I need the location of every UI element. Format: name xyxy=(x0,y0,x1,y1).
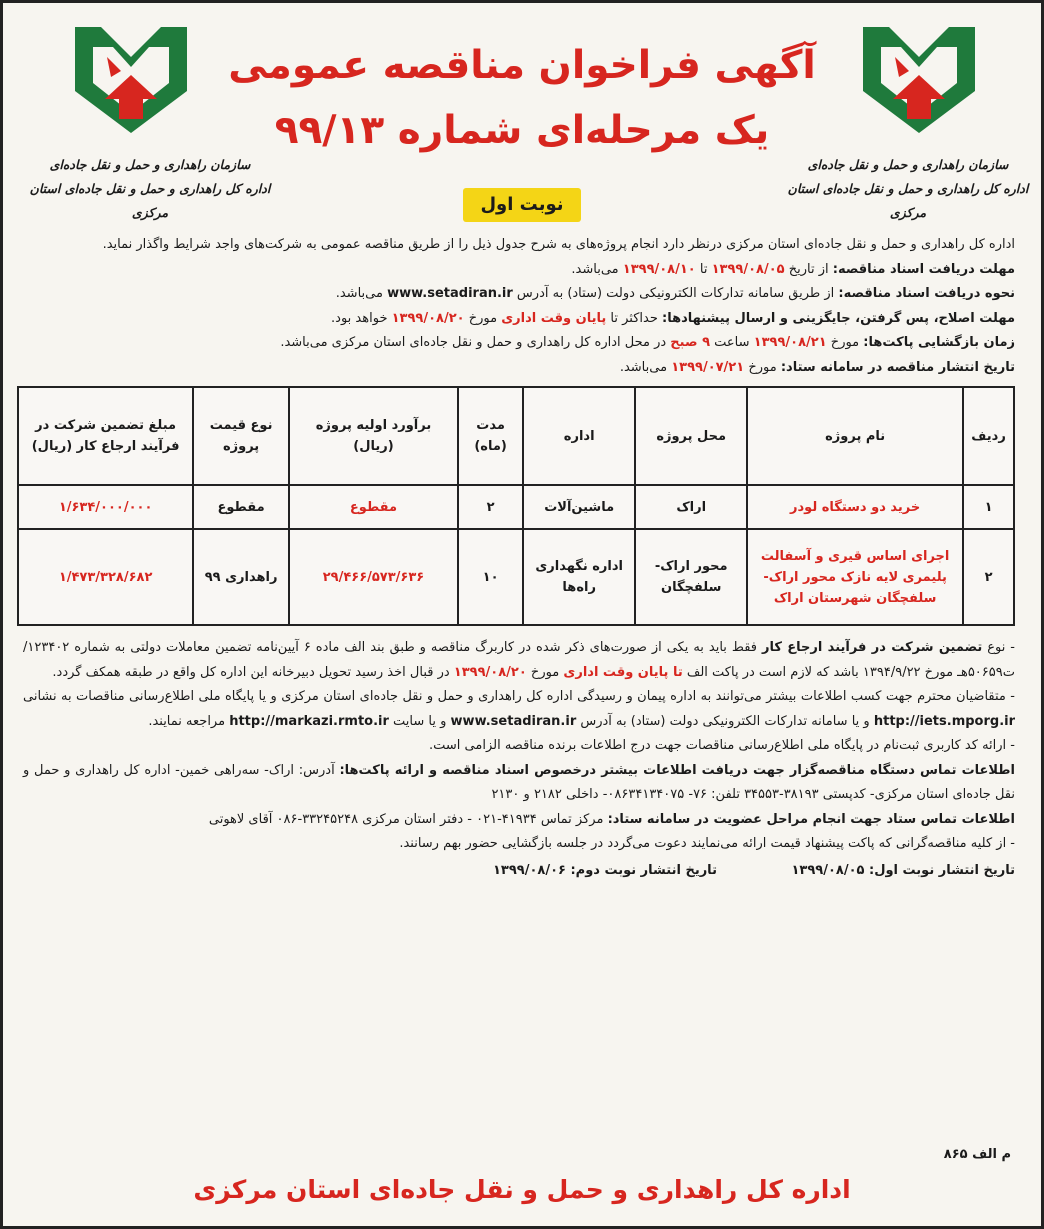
setad-contact-note: اطلاعات تماس ستاد جهت انجام مراحل عضویت در سامانه ستاد: مرکز تماس ۴۱۹۳۴-۰۲۱ - دفتر استان مرکزی ۳۳۲۴۵۲۴۸-۰۸۶ آقای لاهوتی xyxy=(208,811,1015,827)
intro-paragraph: اداره کل راهداری و حمل و نقل جاده‌ای استان مرکزی درنظر دارد انجام پروژه‌های به شرح جدول ذیل را از طریق مناقصه عمومی به شرکت‌های واجد شرایط واگذار نماید. xyxy=(102,237,1015,252)
col-location: محل پروژه xyxy=(635,387,747,485)
page-subtitle: یک مرحله‌ای شماره ۹۹/۱۳ xyxy=(274,108,770,153)
applicants-note: - متقاضیان محترم جهت کسب اطلاعات بیشتر می‌توانند به اداره پیمان و رسیدگی اداره کل راهداری و حمل و نقل جاده‌ای استان مرکزی و یا پایگاه ملی اطلاع‌رسانی مناقصات به نشانی http://iets.mporg.ir و یا سامانه تدارکات الکترونیکی دولت (ستاد) به آدرس www.setadiran.ir و یا سایت http://markazi.rmto.ir مراجعه نمایند. xyxy=(23,689,1015,729)
invite-note: - از کلیه مناقصه‌گرانی که پاکت پیشنهاد قیمت ارائه می‌نمایند دعوت می‌گردد در جلسه بازگشایی حضور بهم رسانند. xyxy=(399,836,1015,851)
table-row: ۲ اجرای اساس قیری و آسفالت پلیمری لایه نازک محور اراک- سلفچگان شهرستان اراک محور اراک- سلفچگان اداره نگهداری راه‌ها ۱۰ ۲۹/۴۶۶/۵۷۳/۶۳۶ راهداری ۹۹ ۱/۴۷۳/۳۲۸/۶۸۲ xyxy=(18,529,1014,625)
setad-link[interactable]: www.setadiran.ir xyxy=(450,713,577,729)
second-publish-date: تاریخ انتشار نوبت دوم: ۱۳۹۹/۰۸/۰۶ xyxy=(492,862,717,878)
rmto-logo-icon xyxy=(65,17,197,137)
col-name: نام پروژه xyxy=(747,387,963,485)
ad-code: م الف ۸۶۵ xyxy=(943,1147,1011,1162)
footer-org: اداره کل راهداری و حمل و نقل جاده‌ای استان مرکزی xyxy=(193,1175,851,1204)
submission-deadline: مهلت اصلاح، پس گرفتن، جایگزینی و ارسال پیشنهادها: حداکثر تا پایان وقت اداری مورخ ۱۳۹۹/۰۸/۲۰ خواهد بود. xyxy=(331,310,1015,326)
rmto-logo-icon xyxy=(853,17,985,137)
table-header-row xyxy=(18,387,1014,485)
col-estimate: برآورد اولیه پروژه (ریال) xyxy=(289,387,458,485)
guarantee-note: - نوع تضمین شرکت در فرآیند ارجاع کار فقط باید به یکی از صورت‌های ذکر شده در کاربرگ مناقصه و طبق بند الف ماده ۶ آیین‌نامه تضمین معاملات دولتی به شماره ۱۲۳۴۰۲/ت۵۰۶۵۹هـ مورخ ۱۳۹۴/۹/۲۲ باشد که لازم است در پاکت الف تا پایان وقت اداری مورخ ۱۳۹۹/۰۸/۲۰ در قبال اخذ رسید تحویل دبیرخانه این اداره کل واقع در طبقه همکف گردد. xyxy=(23,640,1015,680)
contact-note: اطلاعات تماس دستگاه مناقصه‌گزار جهت دریافت اطلاعات بیشتر درخصوص اسناد مناقصه و ارائه پاکت‌ها: آدرس: اراک- سه‌راهی خمین- اداره کل راهداری و حمل و نقل جاده‌ای استان مرکزی- کدپستی ۳۸۱۹۳-۳۴۵۵۳ تلفن: ۷۶- ۰۸۶۳۴۱۳۴۰۷۵- داخلی ۲۱۸۲ و ۲۱۳۰ xyxy=(23,762,1015,802)
table-row: ۱ خرید دو دستگاه لودر اراک ماشین‌آلات ۲ مقطوع مقطوع ۱/۶۳۴/۰۰۰/۰۰۰ xyxy=(18,485,1014,529)
publish-dates xyxy=(3,857,1041,878)
announcement-body xyxy=(3,233,1041,380)
setad-link[interactable]: www.setadiran.ir xyxy=(387,286,513,301)
col-duration: مدت (ماه) xyxy=(458,387,523,485)
turn-badge: نوبت اول xyxy=(463,188,581,222)
iets-link[interactable]: http://iets.mporg.ir xyxy=(873,713,1015,729)
markazi-link[interactable]: http://markazi.rmto.ir xyxy=(229,713,389,729)
org-name-left: سازمان راهداری و حمل و نقل جاده‌ای اداره کل راهداری و حمل و نقل جاده‌ای استان مرکزی xyxy=(29,157,271,220)
first-publish-date: تاریخ انتشار نوبت اول: ۱۳۹۹/۰۸/۰۵ xyxy=(791,862,1015,878)
notes-section xyxy=(3,626,1041,857)
page-title: آگهی فراخوان مناقصه عمومی xyxy=(228,43,816,88)
header xyxy=(3,3,1041,233)
registration-note: - ارائه کد کاربری ثبت‌نام در پایگاه ملی اطلاع‌رسانی مناقصات جهت درج اطلاعات برنده مناقصه الزامی است. xyxy=(429,738,1015,753)
receive-method: نحوه دریافت اسناد مناقصه: از طریق سامانه تدارکات الکترونیکی دولت (ستاد) به آدرس www.setadiran.ir می‌باشد. xyxy=(335,286,1015,301)
col-price-type: نوع قیمت پروژه xyxy=(193,387,289,485)
projects-table xyxy=(17,386,1015,626)
opening-time: زمان بازگشایی پاکت‌ها: مورخ ۱۳۹۹/۰۸/۲۱ ساعت ۹ صبح در محل اداره کل راهداری و حمل و نقل جاده‌ای استان مرکزی می‌باشد. xyxy=(280,335,1015,350)
col-guarantee: مبلغ تضمین شرکت در فرآیند ارجاع کار (ریال) xyxy=(18,387,193,485)
col-office: اداره xyxy=(523,387,635,485)
receive-deadline: مهلت دریافت اسناد مناقصه: از تاریخ ۱۳۹۹/۰۸/۰۵ تا ۱۳۹۹/۰۸/۱۰ می‌باشد. xyxy=(571,261,1015,277)
publish-date: تاریخ انتشار مناقصه در سامانه ستاد: مورخ ۱۳۹۹/۰۷/۲۱ می‌باشد. xyxy=(619,359,1015,375)
org-name-right: سازمان راهداری و حمل و نقل جاده‌ای اداره کل راهداری و حمل و نقل جاده‌ای استان مرکزی xyxy=(787,157,1029,220)
col-row: ردیف xyxy=(963,387,1014,485)
